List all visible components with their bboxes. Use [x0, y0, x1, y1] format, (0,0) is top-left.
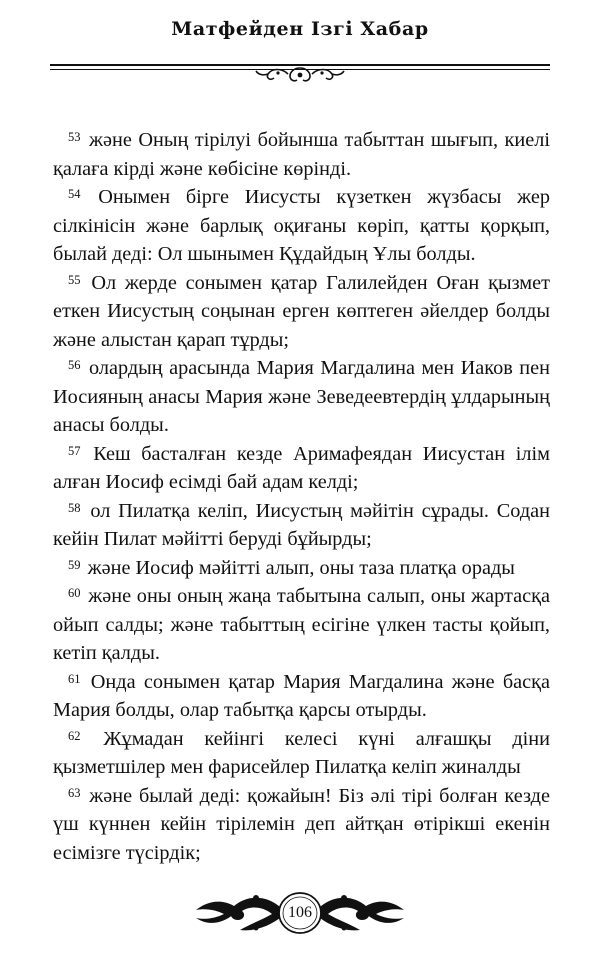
verse-59 — [53, 554, 550, 583]
verse-text: Ол жерде сонымен қатар Галилейден Оған қызмет еткен Иисустың соңынан ерген көптеген әйелдер болды және алыстан қарап тұрды; — [53, 271, 550, 351]
verse-number: 54 — [68, 187, 81, 201]
verse-number: 57 — [68, 443, 81, 458]
verse-text: және Иосиф мәйітті алып, оны таза платқа орады — [87, 556, 515, 579]
verse-text-block — [53, 126, 550, 867]
verse-number: 53 — [68, 130, 81, 144]
verse-56 — [53, 354, 550, 440]
verse-text: және Оның тірілуі бойынша табыттан шығып, киелі қалаға кірді және көбісіне көрінді. — [53, 129, 550, 180]
verse-number: 55 — [68, 272, 81, 287]
verse-55 — [53, 269, 550, 355]
verse-text: Онымен бірге Иисусты күзеткен жүзбасы жер сілкінісін және барлық оқиғаны көріп, қатты қорқып, былай деді: Ол шынымен Құдайдың Ұлы болды. — [53, 186, 550, 265]
verse-53 — [53, 126, 550, 183]
verse-number: 63 — [68, 785, 81, 800]
verse-text: және оны оның жаңа табытына салып, оны жартасқа ойып салды; және табыттың есігіне үлкен тасты қойып, кетіп қалды. — [53, 585, 550, 664]
page-number: 106 — [288, 904, 312, 921]
verse-57 — [53, 440, 550, 497]
verse-58 — [53, 497, 550, 554]
verse-63 — [53, 782, 550, 868]
verse-60 — [53, 582, 550, 668]
verse-number: 61 — [68, 671, 81, 686]
verse-number: 58 — [68, 500, 81, 515]
verse-text: Жұмадан кейінгі келесі күні алғашқы діни қызметшілер мен фарисейлер Пилатқа келіп жиналды — [53, 727, 550, 778]
verse-text: Онда сонымен қатар Мария Магдалина және басқа Мария болды, олар табытқа қарсы отырды. — [53, 670, 550, 721]
verse-text: және былай деді: қожайын! Біз әлі тірі болған кезде үш күннен кейін тірілемін деп айтқан өтірікші екенін есімізге түсірдік; — [53, 784, 550, 864]
verse-number: 56 — [68, 358, 81, 372]
verse-number: 60 — [68, 586, 81, 600]
verse-61 — [53, 668, 550, 725]
verse-number: 59 — [68, 557, 81, 572]
verse-62 — [53, 725, 550, 782]
verse-number: 62 — [68, 728, 81, 743]
header-ornament-icon — [254, 64, 346, 86]
running-header-title: Матфейден Ізгі Хабар — [171, 18, 429, 40]
verse-text: Кеш басталған кезде Аримафеядан Иисустан ілім алған Иосиф есімді бай адам келді; — [53, 442, 550, 493]
verse-54 — [53, 183, 550, 269]
verse-text: ол Пилатқа келіп, Иисустың мәйітін сұрады. Содан кейін Пилат мәйітті беруді бұйырды; — [53, 499, 551, 550]
verse-text: олардың арасында Мария Магдалина мен Иаков пен Иосияның анасы Мария және Зеведеевтердің ұлдарының анасы болды. — [53, 357, 550, 436]
